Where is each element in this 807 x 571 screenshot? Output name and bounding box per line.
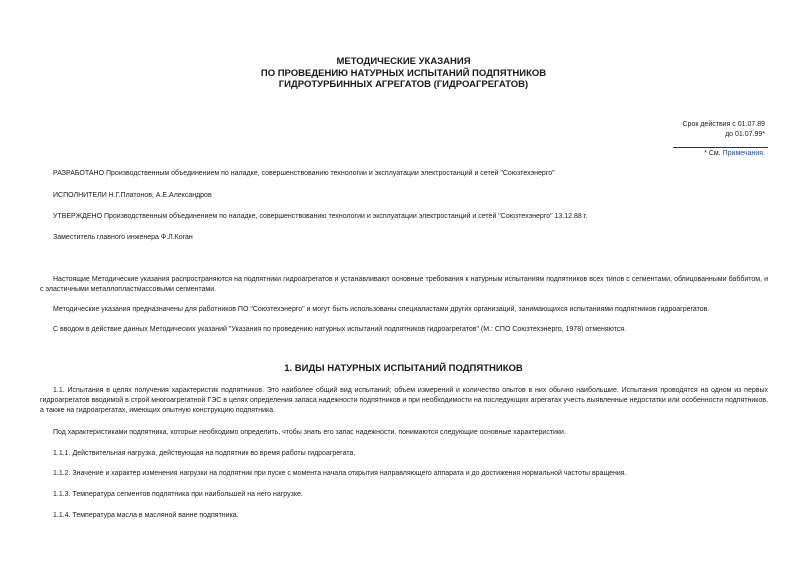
- footnote: [704, 149, 765, 159]
- document-title: [0, 56, 807, 91]
- intro-paragraph-2: Методические указания предназначены для работников ПО "Союзтехэнерго" и могут быть использованы специалистами других организаций, занимающихся испытаниями подпятников гидроагрегатов.: [53, 306, 710, 313]
- title-line-2: ПО ПРОВЕДЕНИЮ НАТУРНЫХ ИСПЫТАНИЙ ПОДПЯТНИКОВ: [260, 67, 547, 79]
- performers: ИСПОЛНИТЕЛИ Н.Г.Платонов, А.Е.Александров: [53, 192, 212, 199]
- deputy-chief-engineer: Заместитель главного инженера Ф.Л.Коган: [53, 234, 193, 241]
- validity-period: [683, 120, 766, 140]
- footnote-prefix: * См.: [704, 150, 723, 157]
- validity-start: Срок действия с 01.07.89: [682, 121, 765, 128]
- clause-1-1-4: 1.1.4. Температура масла в масляной ванне подпятника.: [53, 512, 239, 519]
- validity-divider: [673, 147, 768, 148]
- clause-1-1: 1.1. Испытания в целях получения характеристик подпятников. Это наиболее общий вид испытаний; объем измерений и количество опытов в них обычно наибольшие. Испытания проводятся на одном из первых гидроагрегатов вводимой в строй многоагрегатной ГЭС в целях определения запаса надежности подпятников и при необходимости на последующих агрегатах учесть выявленные недостатки или особенности подпятников, а также на гидроагрегатах, имеющих опытную конструкцию подпятника.: [40, 387, 768, 414]
- clause-1-1-1: 1.1.1. Действительная нагрузка, действующая на подпятник во время работы гидроагрегата.: [53, 450, 356, 457]
- intro-paragraph-3: С вводом в действие данных Методических указаний "Указания по проведению натурных испытаний подпятников гидроагрегатов" (М.: СПО Союзтехэнерго, 1978) отменяются.: [53, 326, 627, 333]
- notes-link[interactable]: Примечания: [722, 150, 764, 157]
- validity-end: до 01.07.99*: [725, 131, 765, 138]
- approved-by: УТВЕРЖДЕНО Производственным объединением по наладке, совершенствованию технологии и эксплуатации электростанций и сетей "Союзтехэнерго" 13.12.88 г.: [53, 213, 588, 220]
- title-line-3: ГИДРОТУРБИННЫХ АГРЕГАТОВ (ГИДРОАГРЕГАТОВ): [278, 79, 529, 90]
- footnote-suffix: .: [763, 150, 765, 157]
- clause-1-1-3: 1.1.3. Температура сегментов подпятника при наибольшей на него нагрузке.: [53, 491, 303, 498]
- developed-by: РАЗРАБОТАНО Производственным объединением по наладке, совершенствованию технологии и эксплуатации электростанций и сетей "Союзтехэнерго": [53, 170, 555, 177]
- characteristics-intro: Под характеристиками подпятника, которые необходимо определить, чтобы знать его запас надежности, понимаются следующие основные характеристики.: [53, 429, 566, 436]
- section-1-heading: 1. ВИДЫ НАТУРНЫХ ИСПЫТАНИЙ ПОДПЯТНИКОВ: [284, 363, 523, 374]
- intro-paragraph-1: Настоящие Методические указания распространяются на подпятники гидроагрегатов и устанавливают основные требования к натурным испытаниям подпятников всех типов с сегментами, облицованными баббитом, и с эластичными металлопластмассовыми сегментами.: [40, 276, 768, 293]
- title-line-1: МЕТОДИЧЕСКИЕ УКАЗАНИЯ: [336, 56, 471, 67]
- clause-1-1-2: 1.1.2. Значение и характер изменения нагрузки на подпятник при пуске с момента начала открытия направляющего аппарата и до достижения нормальной частоты вращения.: [53, 470, 627, 477]
